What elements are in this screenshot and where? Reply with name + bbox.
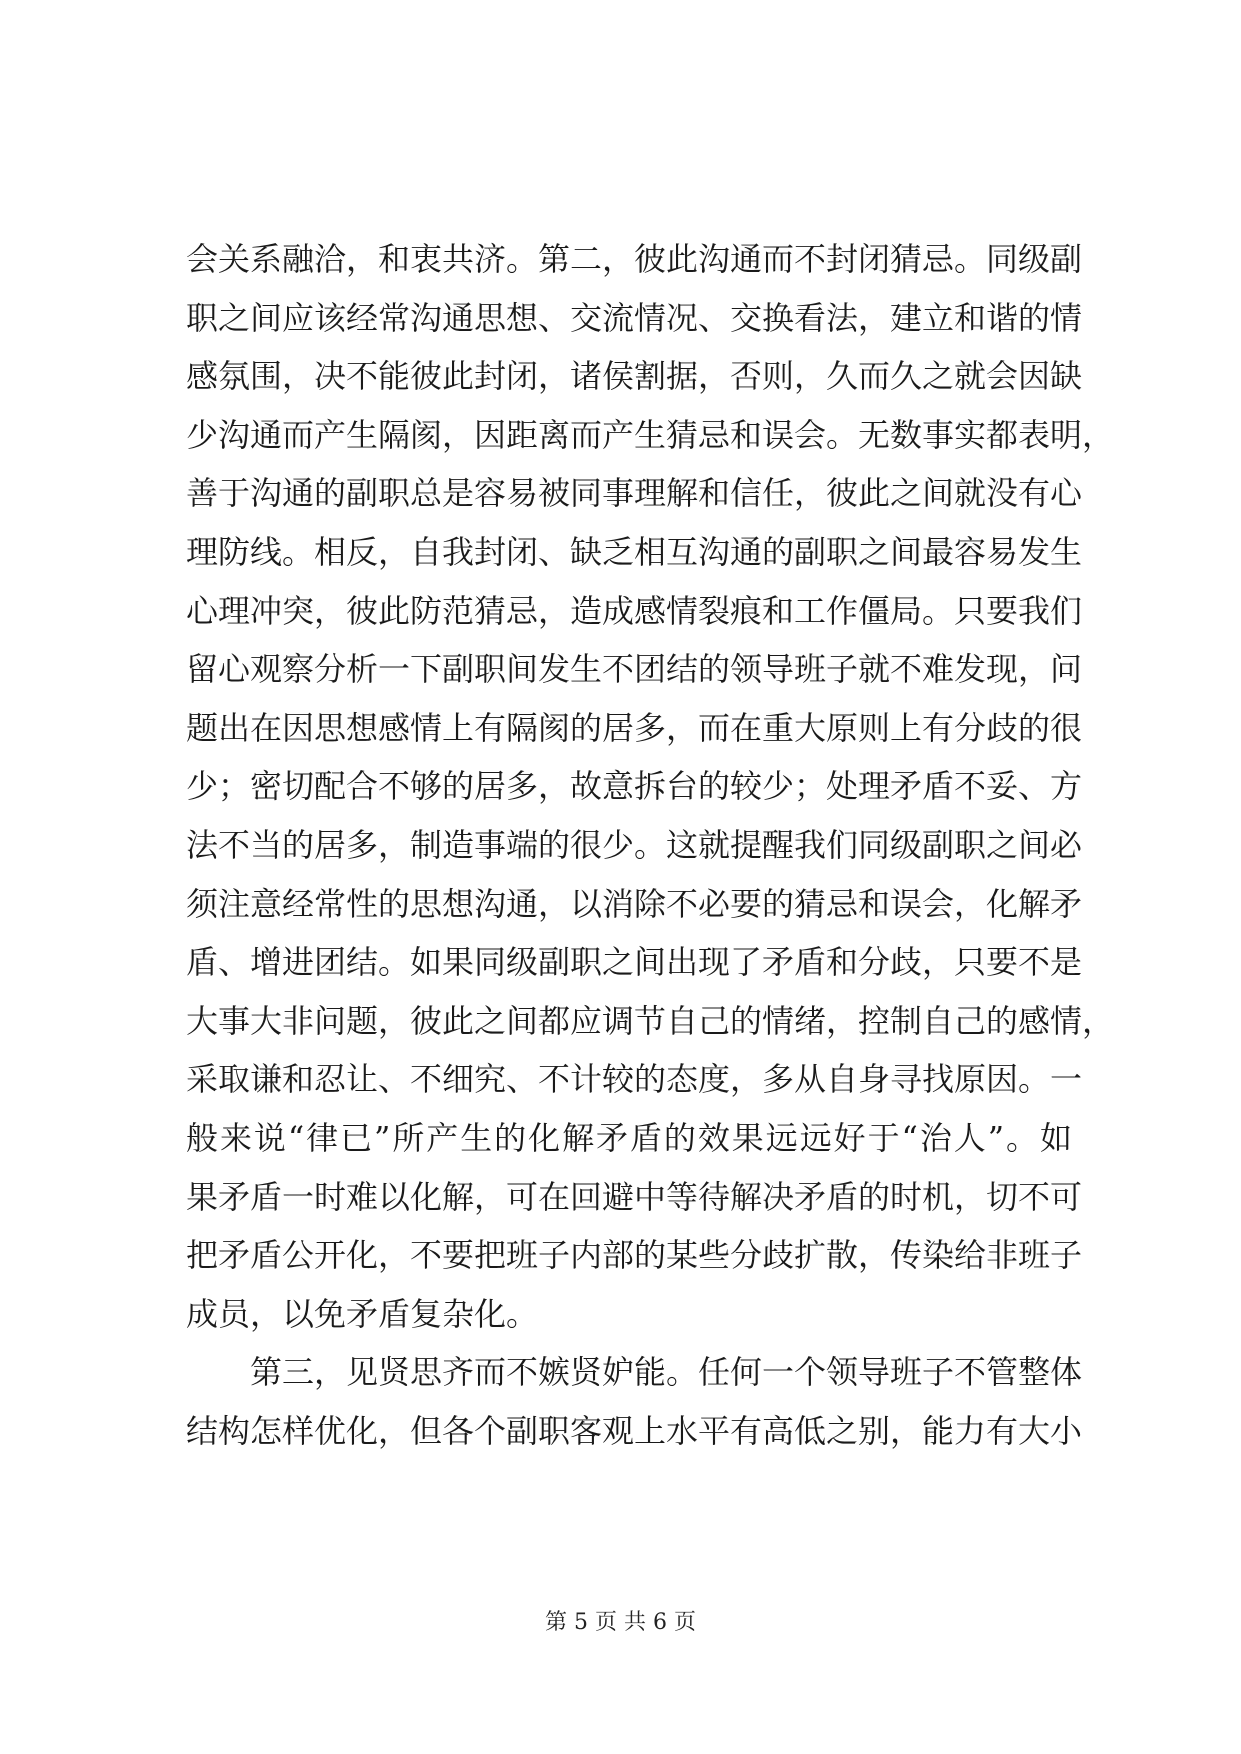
text-line: 盾、增进团结。如果同级副职之间出现了矛盾和分歧，只要不是 [186,943,1083,982]
text-line: 理防线。相反，自我封闭、缺乏相互沟通的副职之间最容易发生 [186,532,1083,571]
text-line: 第三，见贤思齐而不嫉贤妒能。任何一个领导班子不管整体 [250,1353,1083,1392]
text-line: 把矛盾公开化，不要把班子内部的某些分歧扩散，传染给非班子 [186,1236,1083,1275]
text-line: 果矛盾一时难以化解，可在回避中等待解决矛盾的时机，切不可 [186,1177,1083,1216]
text-line: 题出在因思想感情上有隔阂的居多，而在重大原则上有分歧的很 [186,708,1083,747]
text-line: 会关系融洽，和衷共济。第二，彼此沟通而不封闭猜忌。同级副 [186,240,1083,278]
text-line: 采取谦和忍让、不细究、不计较的态度，多从自身寻找原因。一 [186,1060,1083,1099]
text-line: 善于沟通的副职总是容易被同事理解和信任，彼此之间就没有心 [186,474,1083,513]
text-line: 少；密切配合不够的居多，故意拆台的较少；处理矛盾不妥、方 [186,767,1083,806]
body-text [186,230,1115,1460]
text-line: 心理冲突，彼此防范猜忌，造成感情裂痕和工作僵局。只要我们 [186,591,1083,630]
text-line: 结构怎样优化，但各个副职客观上水平有高低之别，能力有大小 [186,1411,1083,1450]
text-line: 法不当的居多，制造事端的很少。这就提醒我们同级副职之间必 [186,825,1083,864]
text-line: 成员，以免矛盾复杂化。 [186,1294,539,1333]
text-line: 留心观察分析一下副职间发生不团结的领导班子就不难发现，问 [186,650,1083,689]
text-line: 般来说“律已”所产生的化解矛盾的效果远远好于“治人”。如 [186,1118,1072,1157]
text-line: 大事大非问题，彼此之间都应调节自己的情绪，控制自己的感情， [186,1001,1115,1040]
text-line: 感氛围，决不能彼此封闭，诸侯割据，否则，久而久之就会因缺 [186,357,1083,396]
text-line: 职之间应该经常沟通思想、交流情况、交换看法，建立和谐的情 [186,298,1083,337]
page-number-footer: 第 5 页 共 6 页 [545,1610,696,1635]
text-line: 少沟通而产生隔阂，因距离而产生猜忌和误会。无数事实都表明， [186,415,1115,454]
text-line: 须注意经常性的思想沟通，以消除不必要的猜忌和误会，化解矛 [186,884,1083,923]
